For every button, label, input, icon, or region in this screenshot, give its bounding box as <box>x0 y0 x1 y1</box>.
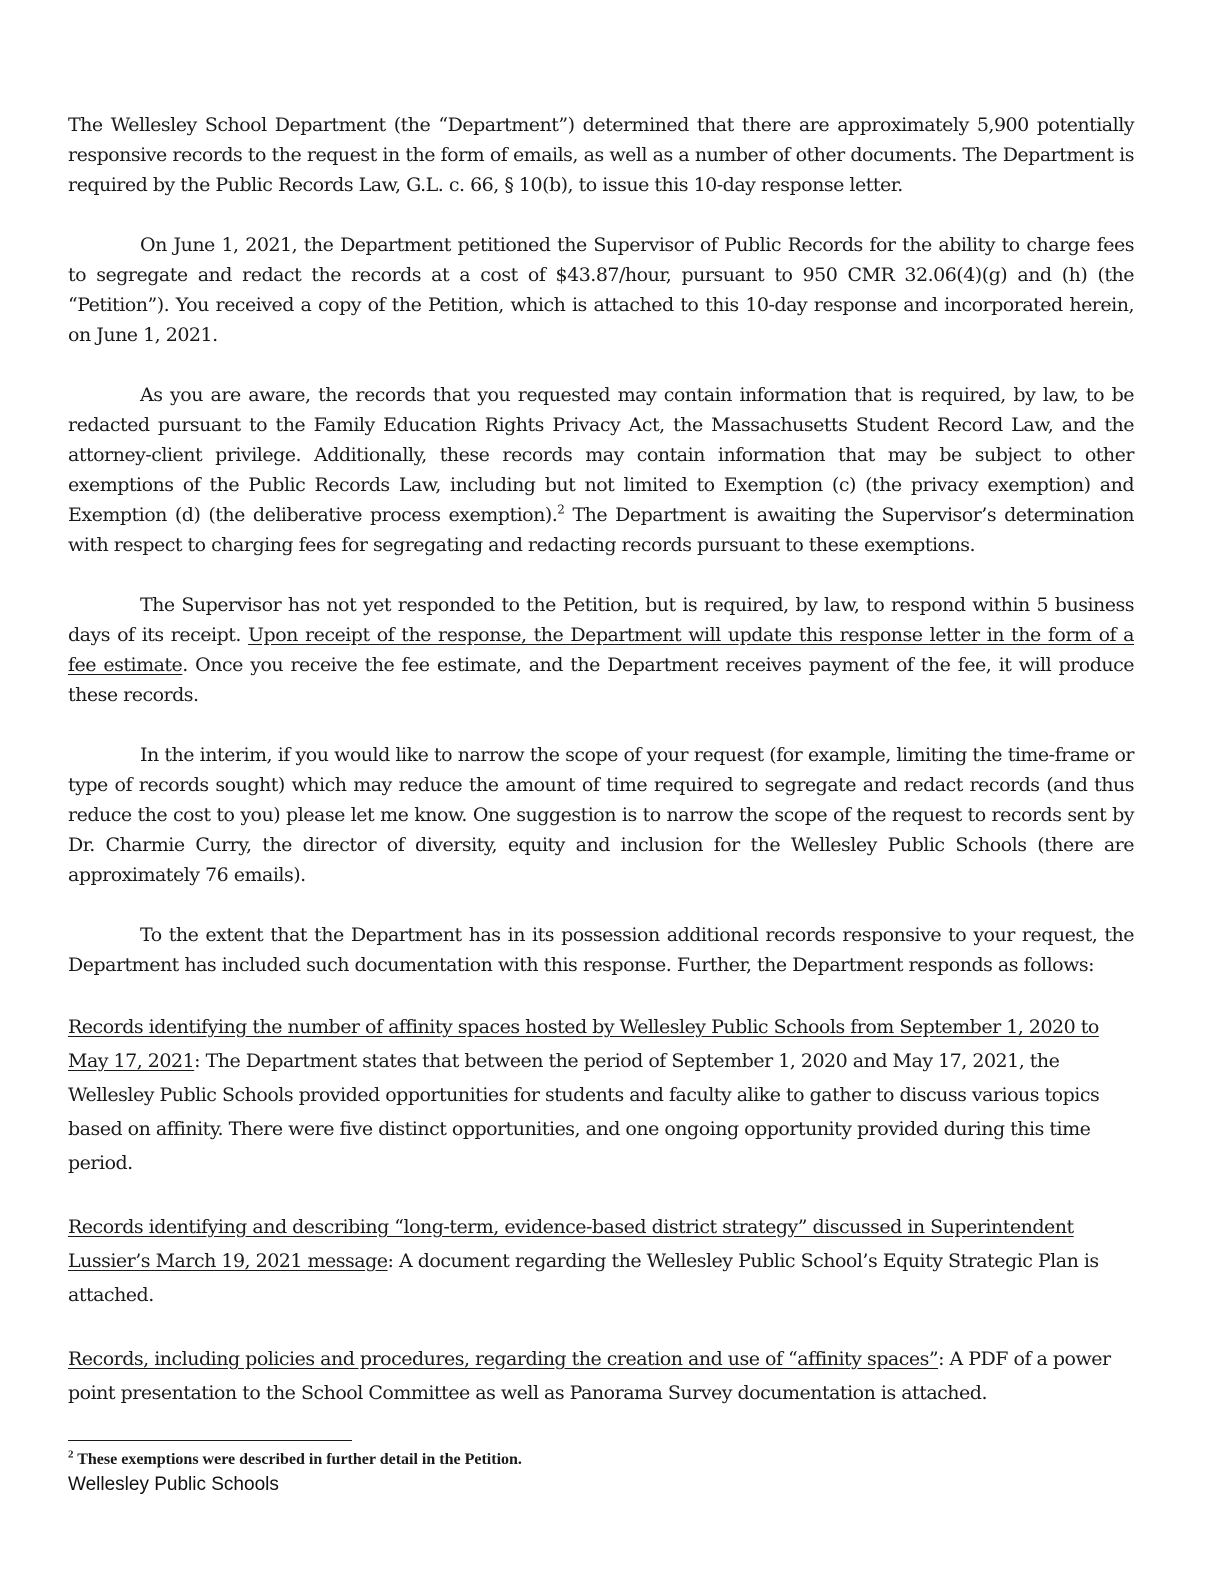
section-body: : A document regarding the Wellesley Public School’s Equity Strategic Plan is attached. <box>68 1250 1099 1306</box>
section-affinity-spaces-count <box>68 1010 1134 1180</box>
letter-body <box>68 110 1134 1440</box>
paragraph-exemptions <box>68 380 1134 560</box>
paragraph-interim-text: In the interim, if you would like to narrow the scope of your request (for example, limiting the time-frame or type of records sought) which may reduce the amount of time required to segregate and redact records (and thus reduce the cost to you) please let me know. One suggestion is to narrow the scope of the request to records sent by Dr. Charmie Curry, the director of diversity, equity and inclusion for the Wellesley Public Schools (there are approximately 76 emails). <box>68 744 1134 886</box>
paragraph-supervisor <box>68 590 1134 710</box>
section-body: : The Department states that between the period of September 1, 2020 and May 17, 2021, the Wellesley Public Schools provided opportunities for students and faculty alike to gather to discuss various topics based on affinity. There were five distinct opportunities, and one ongoing opportunity provided during this time period. <box>68 1050 1100 1174</box>
section-body: : A PDF of a power point presentation to the School Committee as well as Panorama Survey documentation is attached. <box>68 1348 1111 1404</box>
paragraph-interim <box>68 740 1134 890</box>
paragraph-petition <box>68 230 1134 350</box>
section-heading: Records, including policies and procedures, regarding the creation and use of “affinity spaces” <box>68 1348 939 1370</box>
section-affinity-policies <box>68 1342 1134 1410</box>
paragraph-supervisor-text: The Supervisor has not yet responded to the Petition, but is required, by law, to respond within 5 business days of its receipt. <box>68 594 1134 646</box>
paragraph-exemptions-tail: The Department is awaiting the Supervisor’s determination with respect to charging fees for segregating and redacting records pursuant to these exemptions. <box>68 504 1135 556</box>
footnote <box>68 1448 522 1469</box>
footnote-reference: 2 <box>557 502 565 517</box>
page-footer: Wellesley Public Schools <box>68 1474 279 1495</box>
footnote-divider <box>68 1440 352 1441</box>
paragraph-extent <box>68 920 1134 980</box>
paragraph-supervisor-tail: . Once you receive the fee estimate, and the Department receives payment of the fee, it will produce these records. <box>68 654 1134 706</box>
paragraph-intro <box>68 110 1134 200</box>
footnote-text: These exemptions were described in further detail in the Petition. <box>73 1451 522 1468</box>
paragraph-petition-text: On June 1, 2021, the Department petitioned the Supervisor of Public Records for the ability to charge fees to segregate and redact the records at a cost of $43.87/hour, pursuant to 950 CMR 32.06(4)(g) and (h) (the “Petition”). You received a copy of the Petition, which is attached to this 10-day response and incorporated herein, on June 1, 2021. <box>68 234 1134 346</box>
footnote-number: 2 <box>68 1448 74 1461</box>
paragraph-supervisor-underlined: Upon receipt of the response, the Department will update this response letter in the form of a fee estimate <box>68 624 1134 676</box>
paragraph-exemptions-text: As you are aware, the records that you requested may contain information that is required, by law, to be redacted pursuant to the Family Education Rights Privacy Act, the Massachusetts Student Record Law, and the attorney-client privilege. Additionally, these records may contain information that may be subject to other exemptions of the Public Records Law, including but not limited to Exemption (c) (the privacy exemption) and Exemption (d) (the deliberative process exemption). <box>68 384 1134 526</box>
paragraph-extent-text: To the extent that the Department has in its possession additional records responsive to your request, the Department has included such documentation with this response. Further, the Department responds as follows: <box>68 924 1134 976</box>
section-district-strategy <box>68 1210 1134 1312</box>
paragraph-intro-text: The Wellesley School Department (the “Department”) determined that there are approximately 5,900 potentially responsive records to the request in the form of emails, as well as a number of other documents. The Department is required by the Public Records Law, G.L. c. 66, § 10(b), to issue this 10-day response letter. <box>68 114 1134 196</box>
section-heading: Records identifying and describing “long-term, evidence-based district strategy” discussed in Superintendent Lussier’s March 19, 2021 message <box>68 1216 1074 1272</box>
section-heading: Records identifying the number of affinity spaces hosted by Wellesley Public Schools from September 1, 2020 to May 17, 2021 <box>68 1016 1099 1072</box>
